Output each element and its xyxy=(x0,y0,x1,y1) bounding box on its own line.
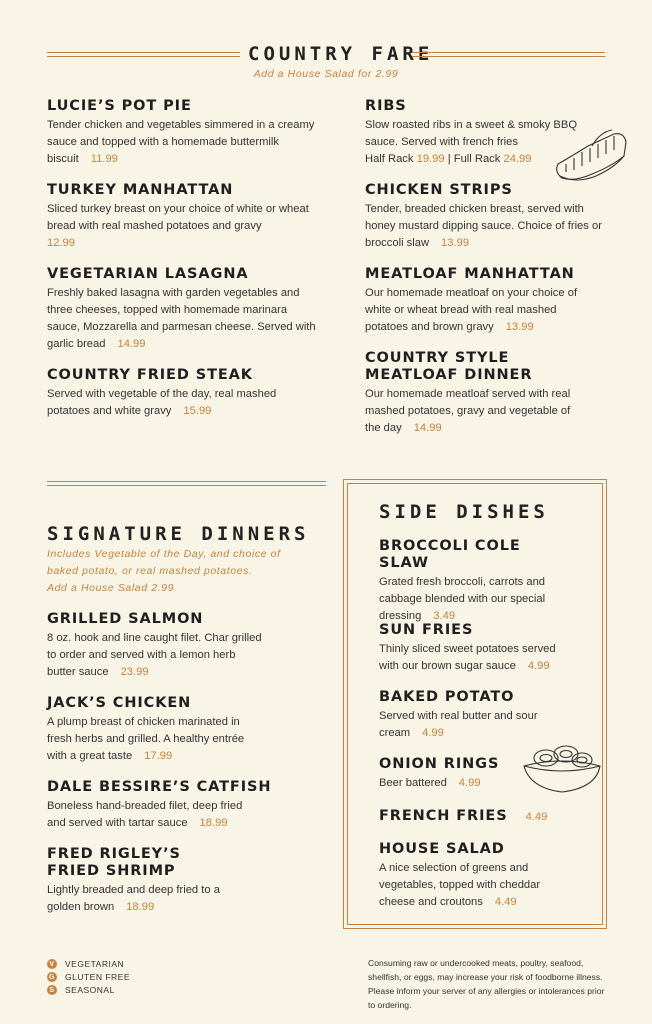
signature-note-line-1: Includes Vegetable of the Day, and choice of xyxy=(47,548,281,560)
item-desc: Freshly baked lasagna with garden vegetables and three cheeses, topped with homemade marinara sauce, Mozzarella and parmesan cheese. Served with garlic bread xyxy=(47,287,316,350)
legend-label: SEASONAL xyxy=(65,985,115,995)
item-desc: Tender, breaded chicken breast, served with honey mustard dipping sauce. Choice of fries or broccoli slaw xyxy=(365,203,602,249)
side-item-onion-rings xyxy=(379,756,519,792)
item-name: BAKED POTATO xyxy=(379,689,515,705)
item-price: 14.99 xyxy=(413,422,442,434)
item-desc: 8 oz. hook and line caught filet. Char grilled to order and served with a lemon herb butter sauce xyxy=(47,632,262,678)
menu-item-catfish xyxy=(47,779,277,832)
item-name: BROCCOLI COLE SLAW xyxy=(379,538,521,571)
signature-note xyxy=(47,546,327,597)
item-name: JACK’S CHICKEN xyxy=(47,695,192,711)
item-desc: Lightly breaded and deep fried to a golden brown xyxy=(47,884,220,913)
item-price: 11.99 xyxy=(90,153,118,165)
menu-item-pot-pie xyxy=(47,98,322,168)
vegetarian-icon: V xyxy=(47,959,57,969)
signature-note-line-2: baked potato, or real mashed potatoes. xyxy=(47,565,253,577)
side-item-house-salad xyxy=(379,841,574,911)
item-name: LUCIE’S POT PIE xyxy=(47,98,192,114)
menu-item-fried-shrimp xyxy=(47,846,220,916)
item-desc: A plump breast of chicken marinated in fresh herbs and grilled. A healthy entrée with a great taste xyxy=(47,716,245,762)
item-name: MEATLOAF MANHATTAN xyxy=(365,266,575,282)
menu-item-turkey-manhattan xyxy=(47,182,322,252)
item-price: 13.99 xyxy=(441,237,470,249)
item-name: VEGETARIAN LASAGNA xyxy=(47,266,249,282)
legend-label: GLUTEN FREE xyxy=(65,972,131,982)
item-name: TURKEY MANHATTAN xyxy=(47,182,234,198)
signature-note-line-3: Add a House Salad 2.99 xyxy=(47,582,175,594)
item-desc: Served with real butter and sour cream xyxy=(379,710,538,739)
item-price: 4.99 xyxy=(422,727,444,739)
signature-rule xyxy=(47,481,326,486)
item-desc: A nice selection of greens and vegetables, topped with cheddar cheese and croutons xyxy=(379,862,541,908)
item-desc: Our homemade meatloaf on your choice of white or wheat bread with real mashed potatoes and brown gravy xyxy=(365,287,578,333)
food-safety-disclaimer: Consuming raw or undercooked meats, poultry, seafood, shellfish, or eggs, may increase your risk of foodborne illness. Please inform your server of any allergies or intolerances prior to ordering. xyxy=(368,958,605,1010)
menu-item-country-style-meatloaf xyxy=(365,350,605,437)
country-fare-note: Add a House Salad for 2.99 xyxy=(253,68,399,80)
item-desc: Slow roasted ribs in a sweet & smoky BBQ sauce. Served with french fries xyxy=(365,119,578,148)
item-name: GRILLED SALMON xyxy=(47,611,204,627)
legend-label: VEGETARIAN xyxy=(65,959,125,969)
item-desc: Beer battered xyxy=(379,777,447,789)
item-price: 14.99 xyxy=(117,338,146,350)
item-price: 4.99 xyxy=(458,777,481,789)
item-desc: Boneless hand-breaded filet, deep fried and served with tartar sauce xyxy=(47,800,243,829)
side-item-broccoli-slaw xyxy=(379,538,574,625)
signature-title: SIGNATURE DINNERS xyxy=(47,523,310,545)
item-name: RIBS xyxy=(365,98,407,114)
menu-item-meatloaf-manhattan xyxy=(365,266,600,336)
item-price: 4.49 xyxy=(525,811,548,823)
item-name: COUNTRY FRIED STEAK xyxy=(47,367,253,383)
item-price: 18.99 xyxy=(199,817,228,829)
item-desc: Thinly sliced sweet potatoes served with our brown sugar sauce xyxy=(379,643,556,672)
item-name: SUN FRIES xyxy=(379,622,474,638)
item-price: 17.99 xyxy=(144,750,173,762)
item-price: 4.99 xyxy=(527,660,550,672)
item-name: CHICKEN STRIPS xyxy=(365,182,513,198)
menu-item-vegetarian-lasagna xyxy=(47,266,322,353)
item-name: COUNTRY STYLE MEATLOAF DINNER xyxy=(365,350,533,383)
side-item-baked-potato xyxy=(379,689,559,742)
rack-separator: | xyxy=(447,153,451,165)
item-name: FRENCH FRIES xyxy=(379,808,508,824)
item-name: FRED RIGLEY’S FRIED SHRIMP xyxy=(47,846,181,879)
item-name: ONION RINGS xyxy=(379,756,500,772)
half-rack-label: Half Rack xyxy=(365,153,414,165)
menu-item-jacks-chicken xyxy=(47,695,262,765)
half-rack-price: 19.99 xyxy=(416,153,445,165)
item-price: 4.49 xyxy=(494,896,517,908)
header-rule-left xyxy=(47,52,240,57)
side-dishes-title: SIDE DISHES xyxy=(379,501,549,523)
item-price: 15.99 xyxy=(183,405,212,417)
side-item-french-fries xyxy=(379,807,579,825)
item-name: HOUSE SALAD xyxy=(379,841,505,857)
legend-vegetarian xyxy=(47,959,124,969)
item-price: 23.99 xyxy=(120,666,149,678)
menu-item-country-fried-steak xyxy=(47,367,322,420)
item-desc: Our homemade meatloaf served with real mashed potatoes, gravy and vegetable of the day xyxy=(365,388,571,434)
full-rack-price: 24.99 xyxy=(503,153,532,165)
country-fare-title: COUNTRY FARE xyxy=(248,43,434,65)
legend-gluten-free xyxy=(47,972,130,982)
onion-rings-illustration-icon xyxy=(520,744,604,796)
full-rack-label: Full Rack xyxy=(453,153,501,165)
item-desc: Grated fresh broccoli, carrots and cabbage blended with our special dressing xyxy=(379,576,546,622)
item-price: 13.99 xyxy=(505,321,534,333)
menu-item-grilled-salmon xyxy=(47,611,262,681)
item-desc: Sliced turkey breast on your choice of white or wheat bread with real mashed potatoes and gravy xyxy=(47,203,309,232)
item-desc: Tender chicken and vegetables simmered in a creamy sauce and topped with a homemade buttermilk biscuit xyxy=(47,119,315,165)
gluten-free-icon: G xyxy=(47,972,57,982)
item-desc: Served with vegetable of the day, real mashed potatoes and white gravy xyxy=(47,388,277,417)
legend-seasonal xyxy=(47,985,115,995)
item-price: 12.99 xyxy=(47,237,75,249)
side-item-sun-fries xyxy=(379,622,574,675)
item-name: DALE BESSIRE’S CATFISH xyxy=(47,779,272,795)
item-price: 18.99 xyxy=(126,901,155,913)
menu-item-chicken-strips xyxy=(365,182,605,252)
item-price: 3.49 xyxy=(433,610,456,622)
seasonal-icon: S xyxy=(47,985,57,995)
ribs-illustration-icon xyxy=(552,126,632,184)
header-rule-right xyxy=(412,52,605,57)
